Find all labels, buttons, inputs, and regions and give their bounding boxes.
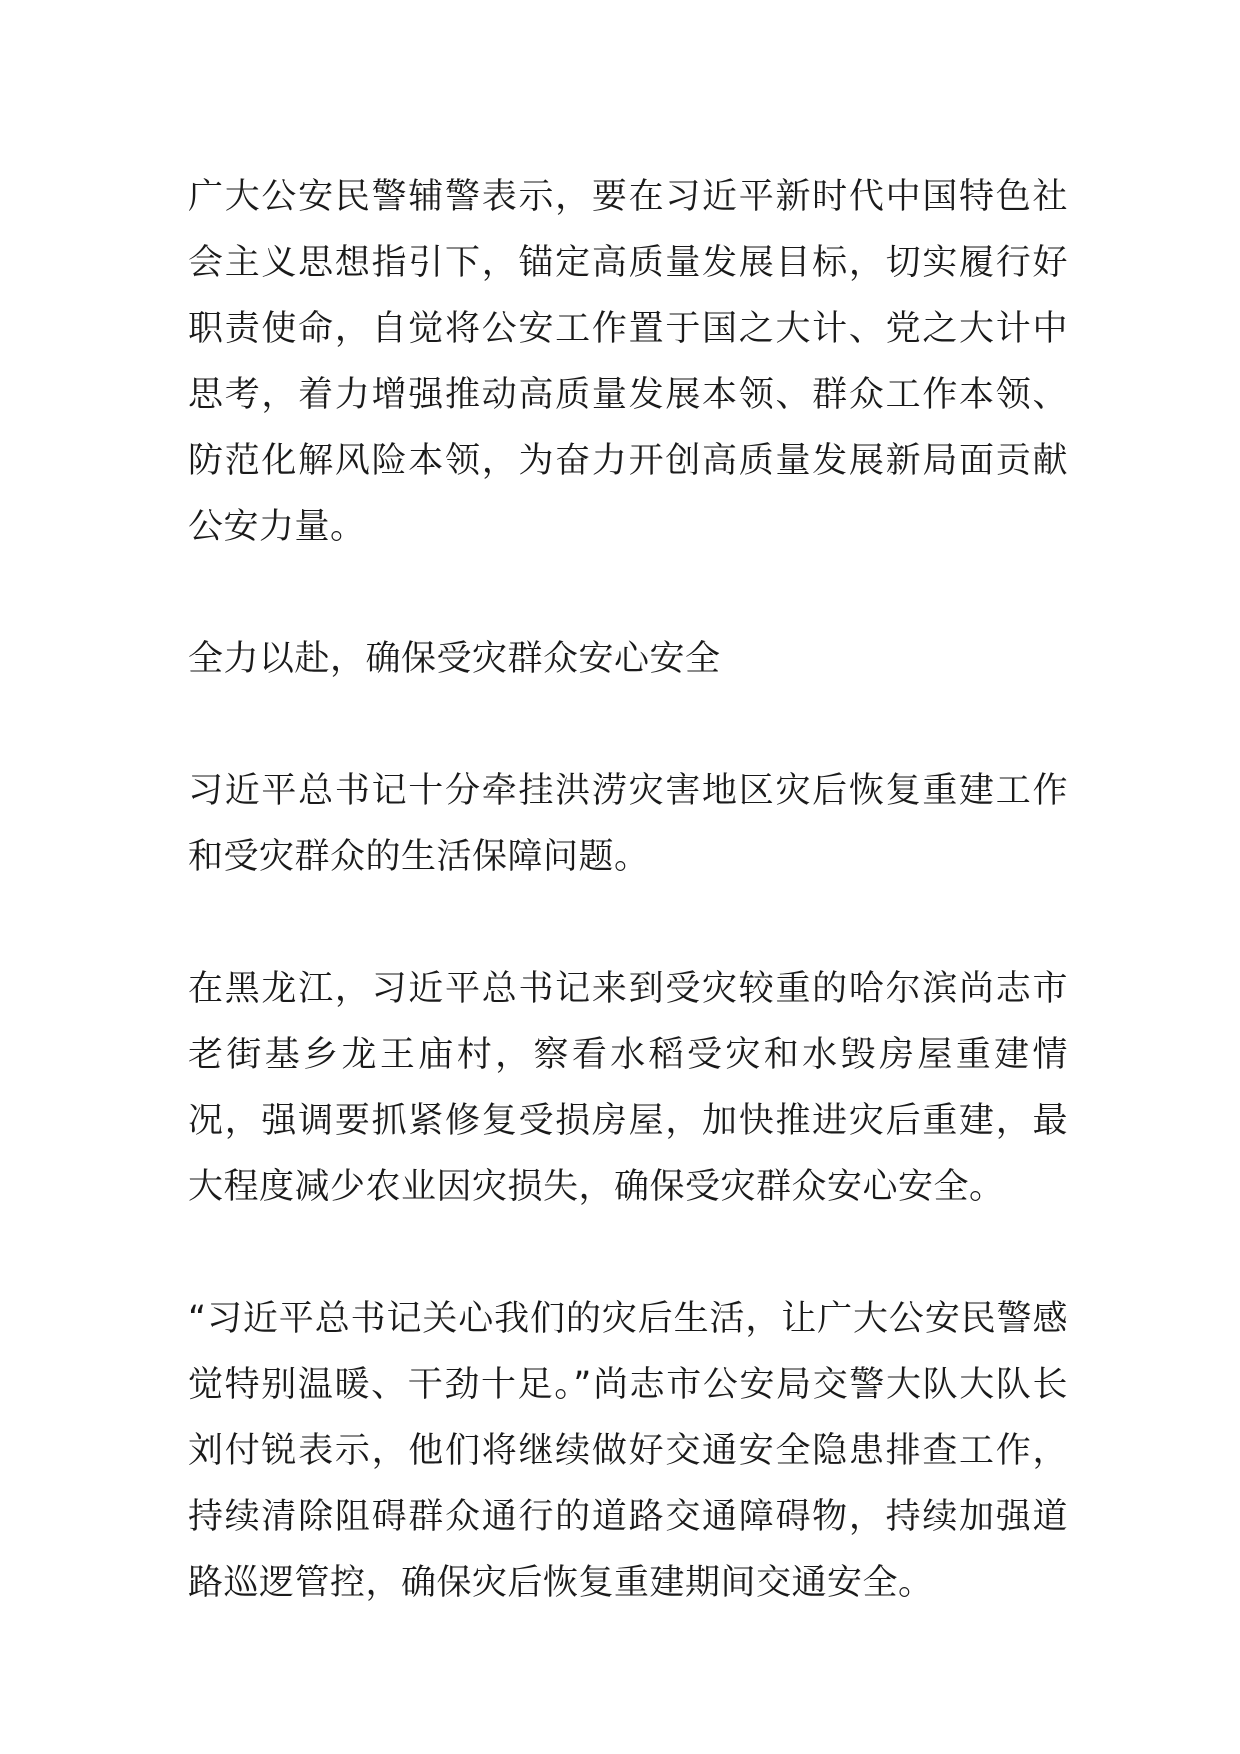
paragraph-flood-concern: 习近平总书记十分牵挂洪涝灾害地区灾后恢复重建工作和受灾群众的生活保障问题。 [188, 771, 1068, 877]
document-page [188, 164, 1068, 1616]
paragraph-spacer [188, 890, 1068, 956]
section-heading: 全力以赴，确保受灾群众安心安全 [188, 639, 721, 679]
paragraph-spacer [188, 692, 1068, 758]
paragraph-heilongjiang-visit: 在黑龙江，习近平总书记来到受灾较重的哈尔滨尚志市老街基乡龙王庙村，察看水稻受灾和水毁房屋重建情况，强调要抓紧修复受损房屋，加快推进灾后重建，最大程度减少农业因灾损失，确保受灾群众安心安全。 [188, 969, 1068, 1207]
paragraph-quote-traffic-police: “习近平总书记关心我们的灾后生活，让广大公安民警感觉特别温暖、干劲十足。”尚志市公安局交警大队大队长刘付锐表示，他们将继续做好交通安全隐患排查工作，持续清除阻碍群众通行的道路交通障碍物，持续加强道路巡逻管控，确保灾后恢复重建期间交通安全。 [188, 1299, 1068, 1603]
paragraph-police-statement: 广大公安民警辅警表示，要在习近平新时代中国特色社会主义思想指引下，锚定高质量发展目标，切实履行好职责使命，自觉将公安工作置于国之大计、党之大计中思考，着力增强推动高质量发展本领、群众工作本领、防范化解风险本领，为奋力开创高质量发展新局面贡献公安力量。 [188, 177, 1068, 547]
paragraph-spacer [188, 560, 1068, 626]
paragraph-spacer [188, 1220, 1068, 1286]
